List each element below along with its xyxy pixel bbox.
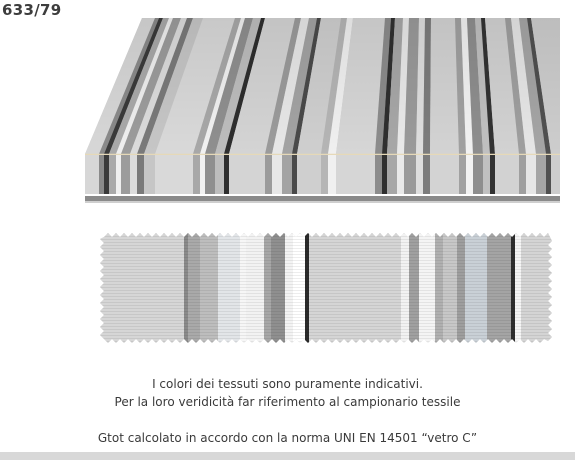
awning-render [85, 14, 565, 214]
awning-top-stripes [85, 14, 565, 154]
fabric-swatch [100, 233, 552, 343]
disclaimer-line-1: I colori dei tessuti sono puramente indicativi. [152, 377, 423, 391]
awning-rail [85, 196, 560, 201]
bottom-bar [0, 452, 575, 460]
disclaimer-line-2: Per la loro veridicità far riferimento al campionario tessile [114, 395, 461, 409]
swatch-stripes [100, 233, 552, 343]
awning-front-stripes [85, 155, 560, 195]
gtot-note: Gtot calcolato in accordo con la norma UNI EN 14501 “vetro C” [97, 431, 478, 445]
fabric-code: 633/79 [2, 1, 62, 19]
